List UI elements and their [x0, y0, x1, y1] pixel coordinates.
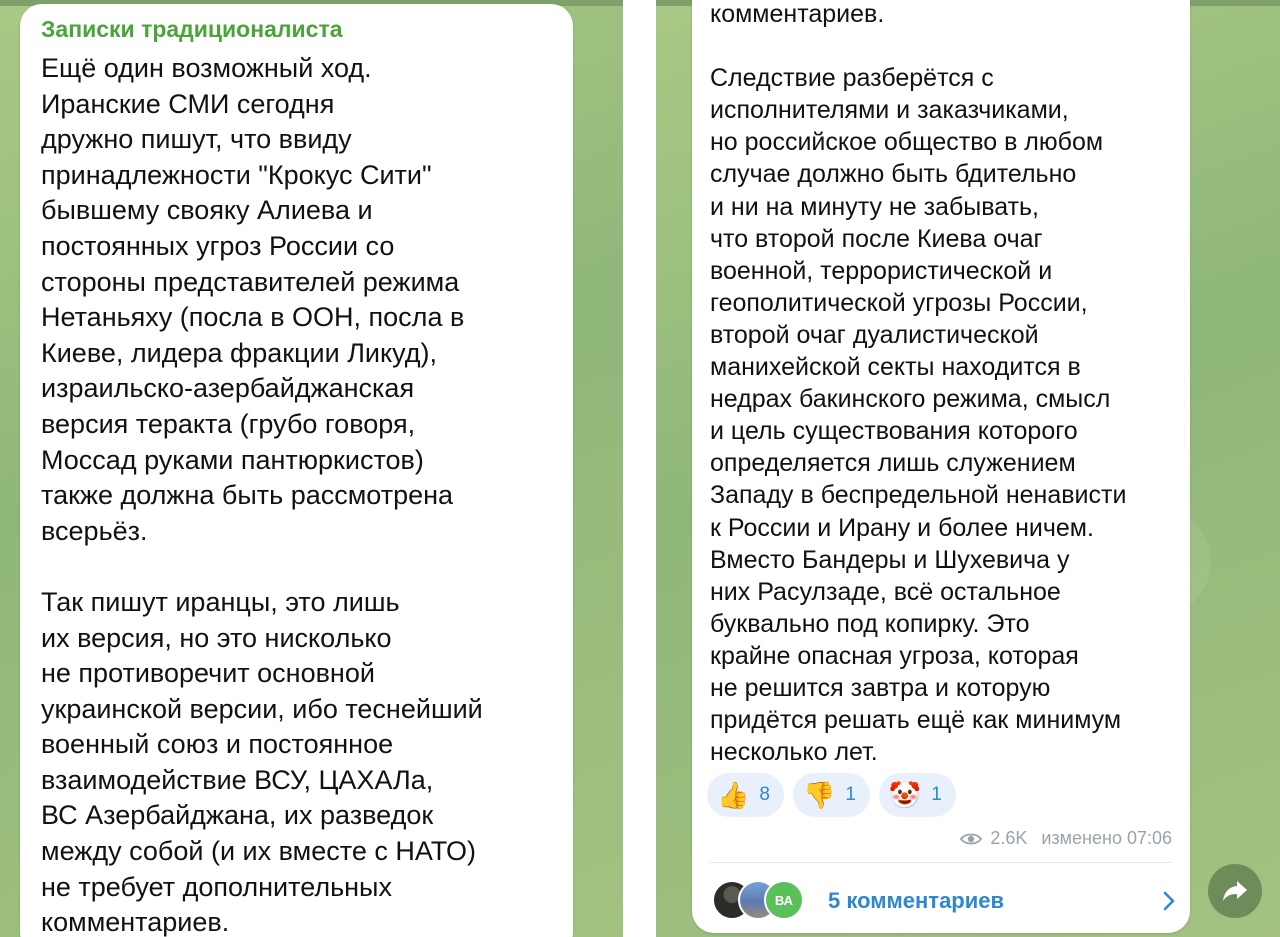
screenshot-gap: [623, 0, 656, 937]
reaction-thumbs-up[interactable]: [707, 773, 784, 817]
reactions-bar: [707, 773, 956, 817]
reaction-clown[interactable]: [879, 773, 956, 817]
message-meta: [960, 828, 1172, 849]
avatar: [764, 880, 804, 920]
chat-panel-left: [0, 0, 623, 937]
view-count: 2.6K: [990, 828, 1028, 848]
reaction-thumbs-down[interactable]: [793, 773, 870, 817]
thumbs-down-icon: 👎: [802, 780, 836, 810]
channel-name[interactable]: Записки традиционалиста: [41, 16, 343, 42]
message-bubble-left[interactable]: [20, 4, 573, 937]
thumbs-up-icon: 👍: [717, 780, 750, 810]
eye-icon: [960, 832, 982, 846]
comments-label: 5 комментариев: [828, 888, 1005, 913]
reaction-count: 8: [759, 784, 770, 805]
clown-icon: 🤡: [888, 780, 922, 810]
commenter-avatars: [712, 880, 814, 922]
reaction-count: 1: [931, 784, 942, 805]
avatar-initials: ВА: [774, 892, 794, 908]
share-button[interactable]: [1208, 864, 1262, 918]
reaction-count: 1: [845, 784, 856, 805]
chat-panel-right: [656, 0, 1280, 937]
comments-divider: [710, 862, 1172, 863]
message-bubble-right[interactable]: [692, 0, 1190, 933]
share-icon: [1221, 879, 1249, 903]
chevron-right-icon: [1162, 890, 1176, 912]
edited-time: изменено 07:06: [1041, 828, 1172, 848]
message-text: комментариев. Следствие разберётся с исполнителями и заказчиками, но российское общество в любом случае должно быть бдительно и ни на минуту не забывать, что второй после Киева очаг военной, террористической и геополитической угрозы России, второй очаг дуалистической манихейской секты находится в недрах бакинского режима, смысл и цель существования которого определяется лишь служением Западу в беспредельной ненависти к России и Ирану и более ничем. Вместо Бандеры и Шухевича у них Расулзаде, всё остальное буквально под копирку. Это крайне опасная угроза, которая не решится завтра и которую придётся решать ещё как минимум несколько лет.: [710, 0, 1127, 767]
comments-button[interactable]: [712, 871, 1176, 931]
message-text: Ещё один возможный ход. Иранские СМИ сегодня дружно пишут, что ввиду принадлежности "Крокус Сити" бывшему свояку Алиева и постоянных угроз России со стороны представителей режима Нетаньяху (посла в ООН, посла в Киеве, лидера фракции Ликуд), израильско-азербайджанская версия теракта (грубо говоря, Моссад руками пантюркистов) также должна быть рассмотрена всерьёз. Так пишут иранцы, это лишь их версия, но это нисколько не противоречит основной украинской версии, ибо теснейший военный союз и постоянное взаимодействие ВСУ, ЦАХАЛа, ВС Азербайджана, их разведок между собой (и их вместе с НАТО) не требует дополнительных комментариев.: [41, 53, 483, 937]
